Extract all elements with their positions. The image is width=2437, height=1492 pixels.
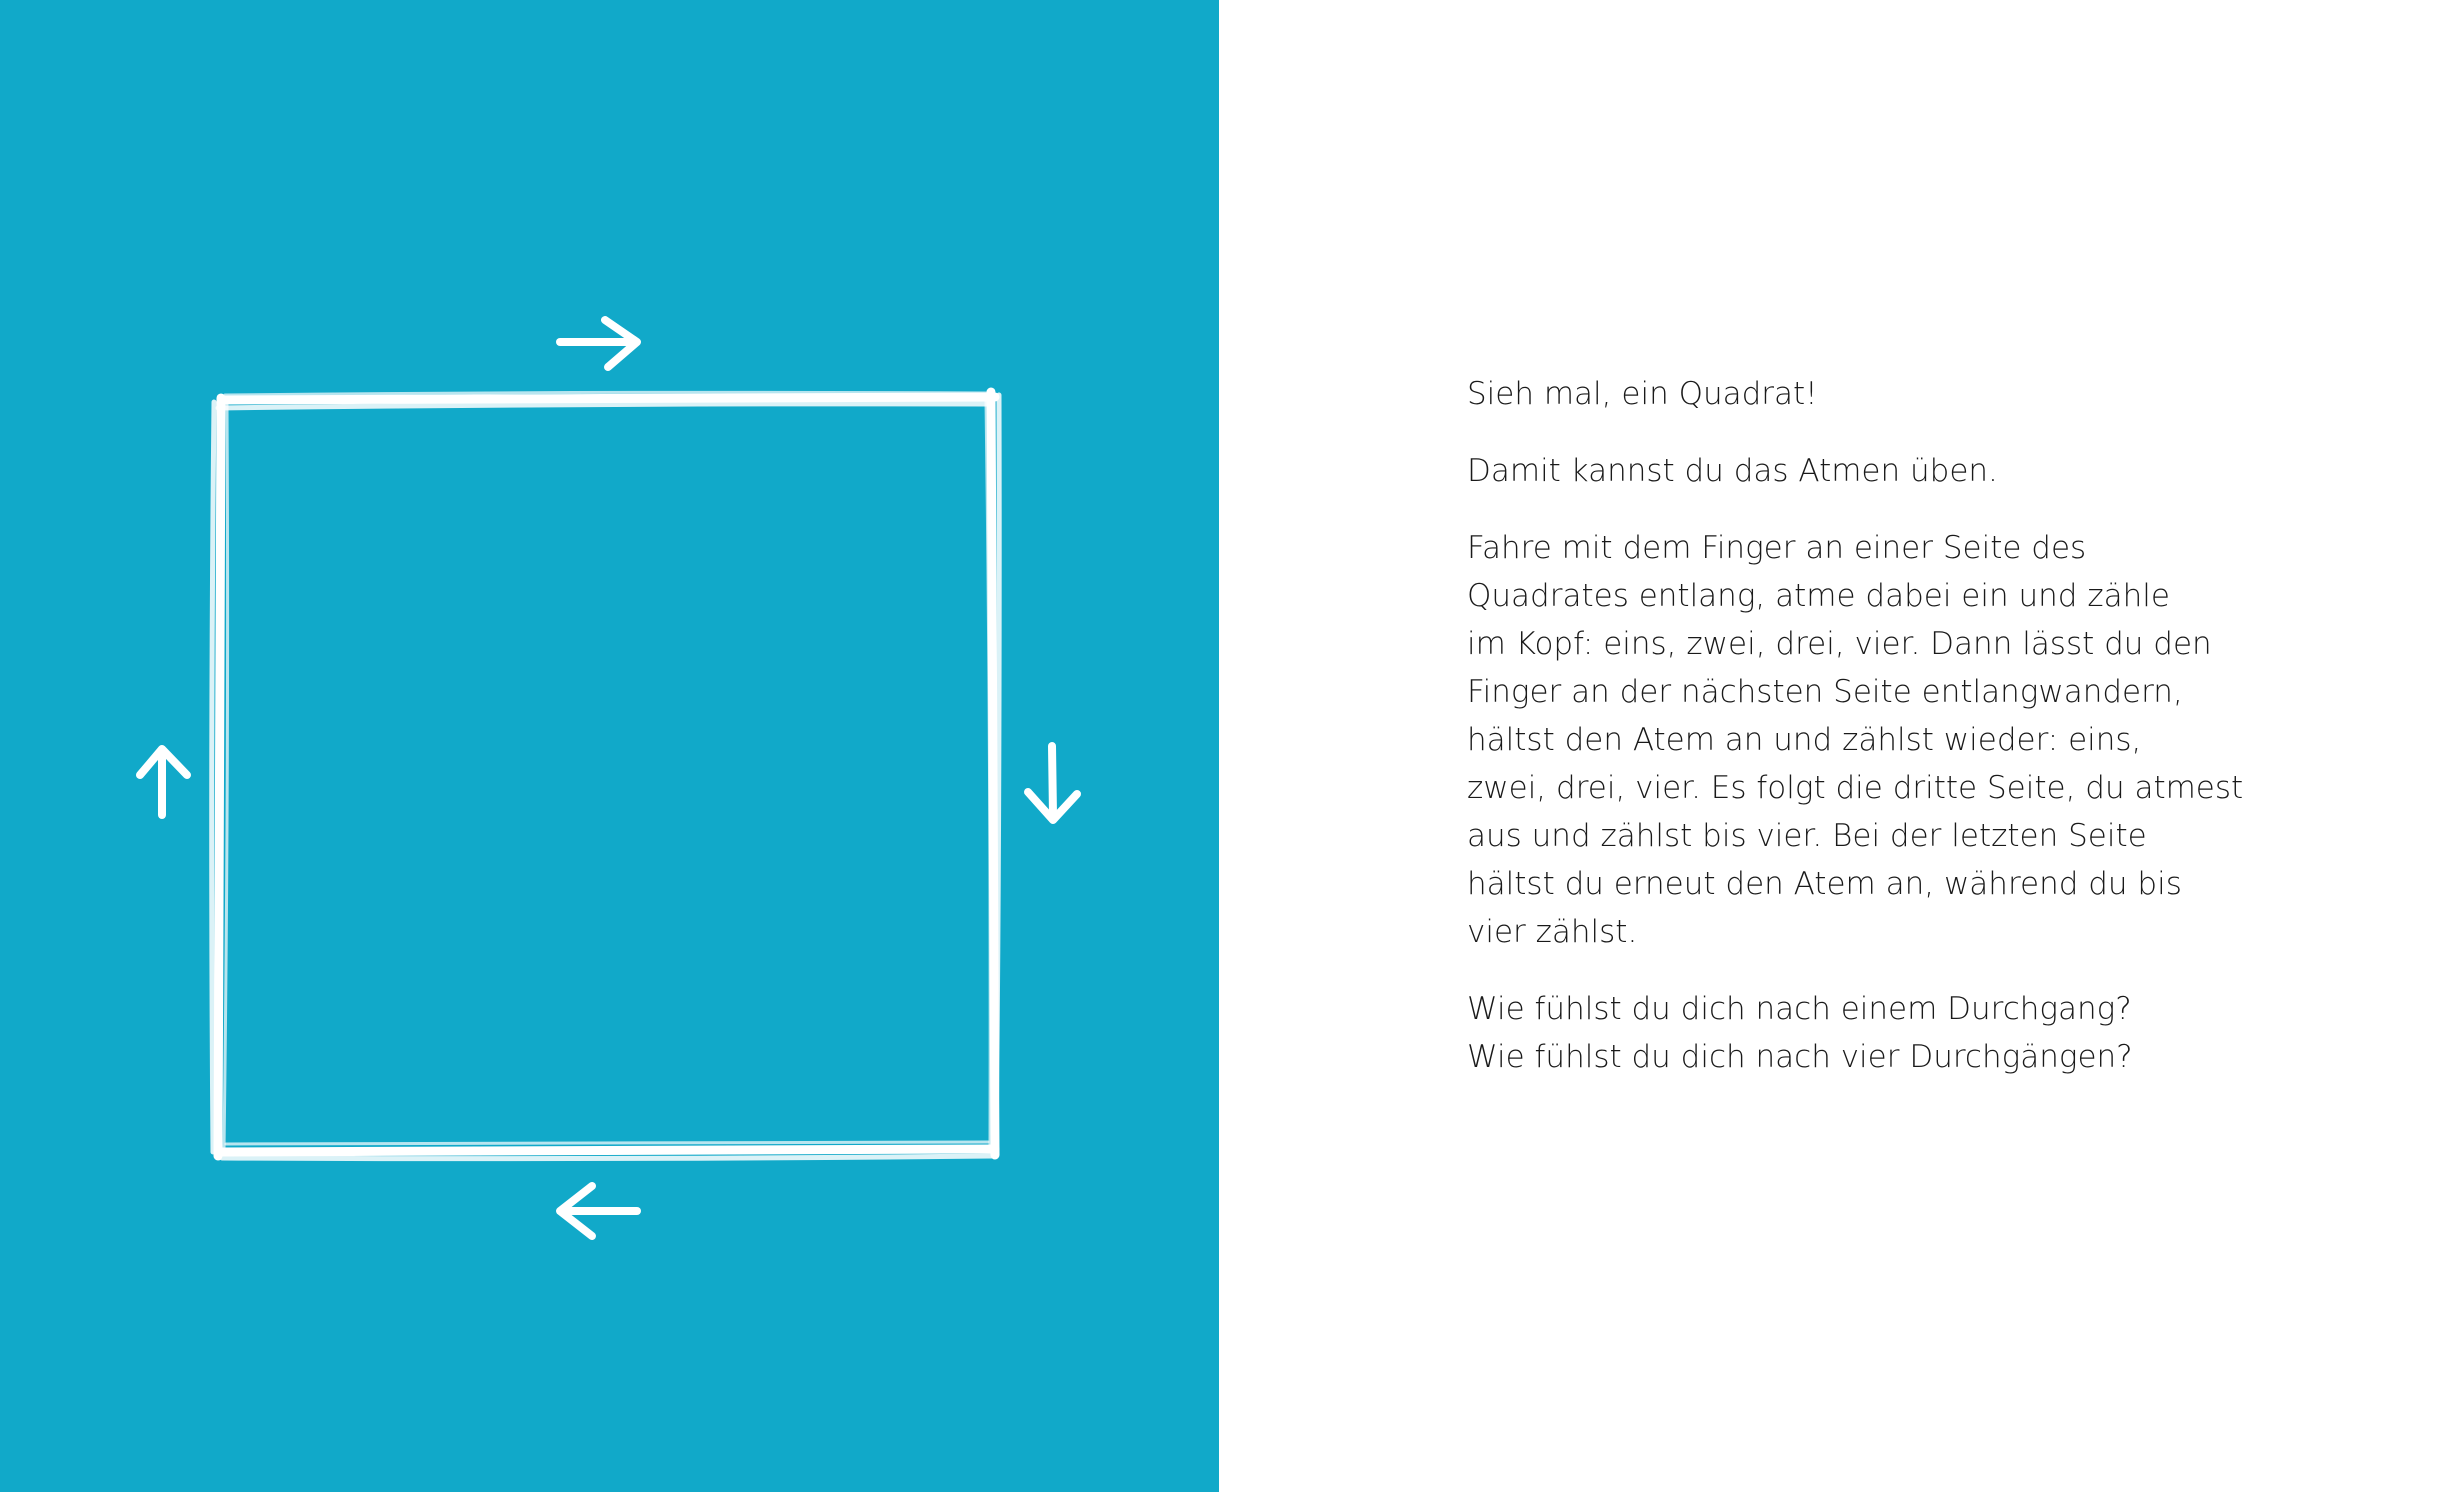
- square-top-side: [218, 392, 995, 408]
- text-line: Quadrates entlang, atme dabei ein und zähle: [1467, 578, 2170, 614]
- text-line: hältst den Atem an und zählst wieder: eins,: [1467, 722, 2142, 758]
- text-line: vier zählst.: [1467, 914, 1638, 950]
- paragraph-intro: [1467, 370, 2247, 418]
- text-line: hältst du erneut den Atem an, während du bis: [1467, 866, 2182, 902]
- square-bottom-side: [218, 1142, 995, 1159]
- text-line: zwei, drei, vier. Es folgt die dritte Seite, du atmest: [1467, 770, 2244, 806]
- text-line: aus und zählst bis vier. Bei der letzten Seite: [1467, 818, 2147, 854]
- text-line: Sieh mal, ein Quadrat!: [1467, 376, 1818, 412]
- text-line: im Kopf: eins, zwei, drei, vier. Dann lässt du den: [1467, 626, 2212, 662]
- text-line: Fahre mit dem Finger an einer Seite des: [1467, 530, 2087, 566]
- paragraph-questions: [1467, 985, 2247, 1081]
- paragraph-purpose: [1467, 447, 2247, 495]
- arrow-down-icon: [1028, 746, 1077, 820]
- square-right-side: [986, 392, 999, 1155]
- paragraph-instructions: [1467, 524, 2247, 956]
- text-line: Finger an der nächsten Seite entlangwandern,: [1467, 674, 2183, 710]
- square-left-side: [212, 398, 228, 1156]
- text-line: Damit kannst du das Atmen üben.: [1467, 453, 1998, 489]
- arrow-up-icon: [140, 749, 187, 815]
- arrow-left-icon: [560, 1186, 637, 1236]
- arrow-right-icon: [560, 320, 637, 367]
- text-line: Wie fühlst du dich nach vier Durchgängen?: [1467, 1039, 2133, 1075]
- instruction-text: [1467, 370, 2247, 1110]
- text-line: Wie fühlst du dich nach einem Durchgang?: [1467, 991, 2132, 1027]
